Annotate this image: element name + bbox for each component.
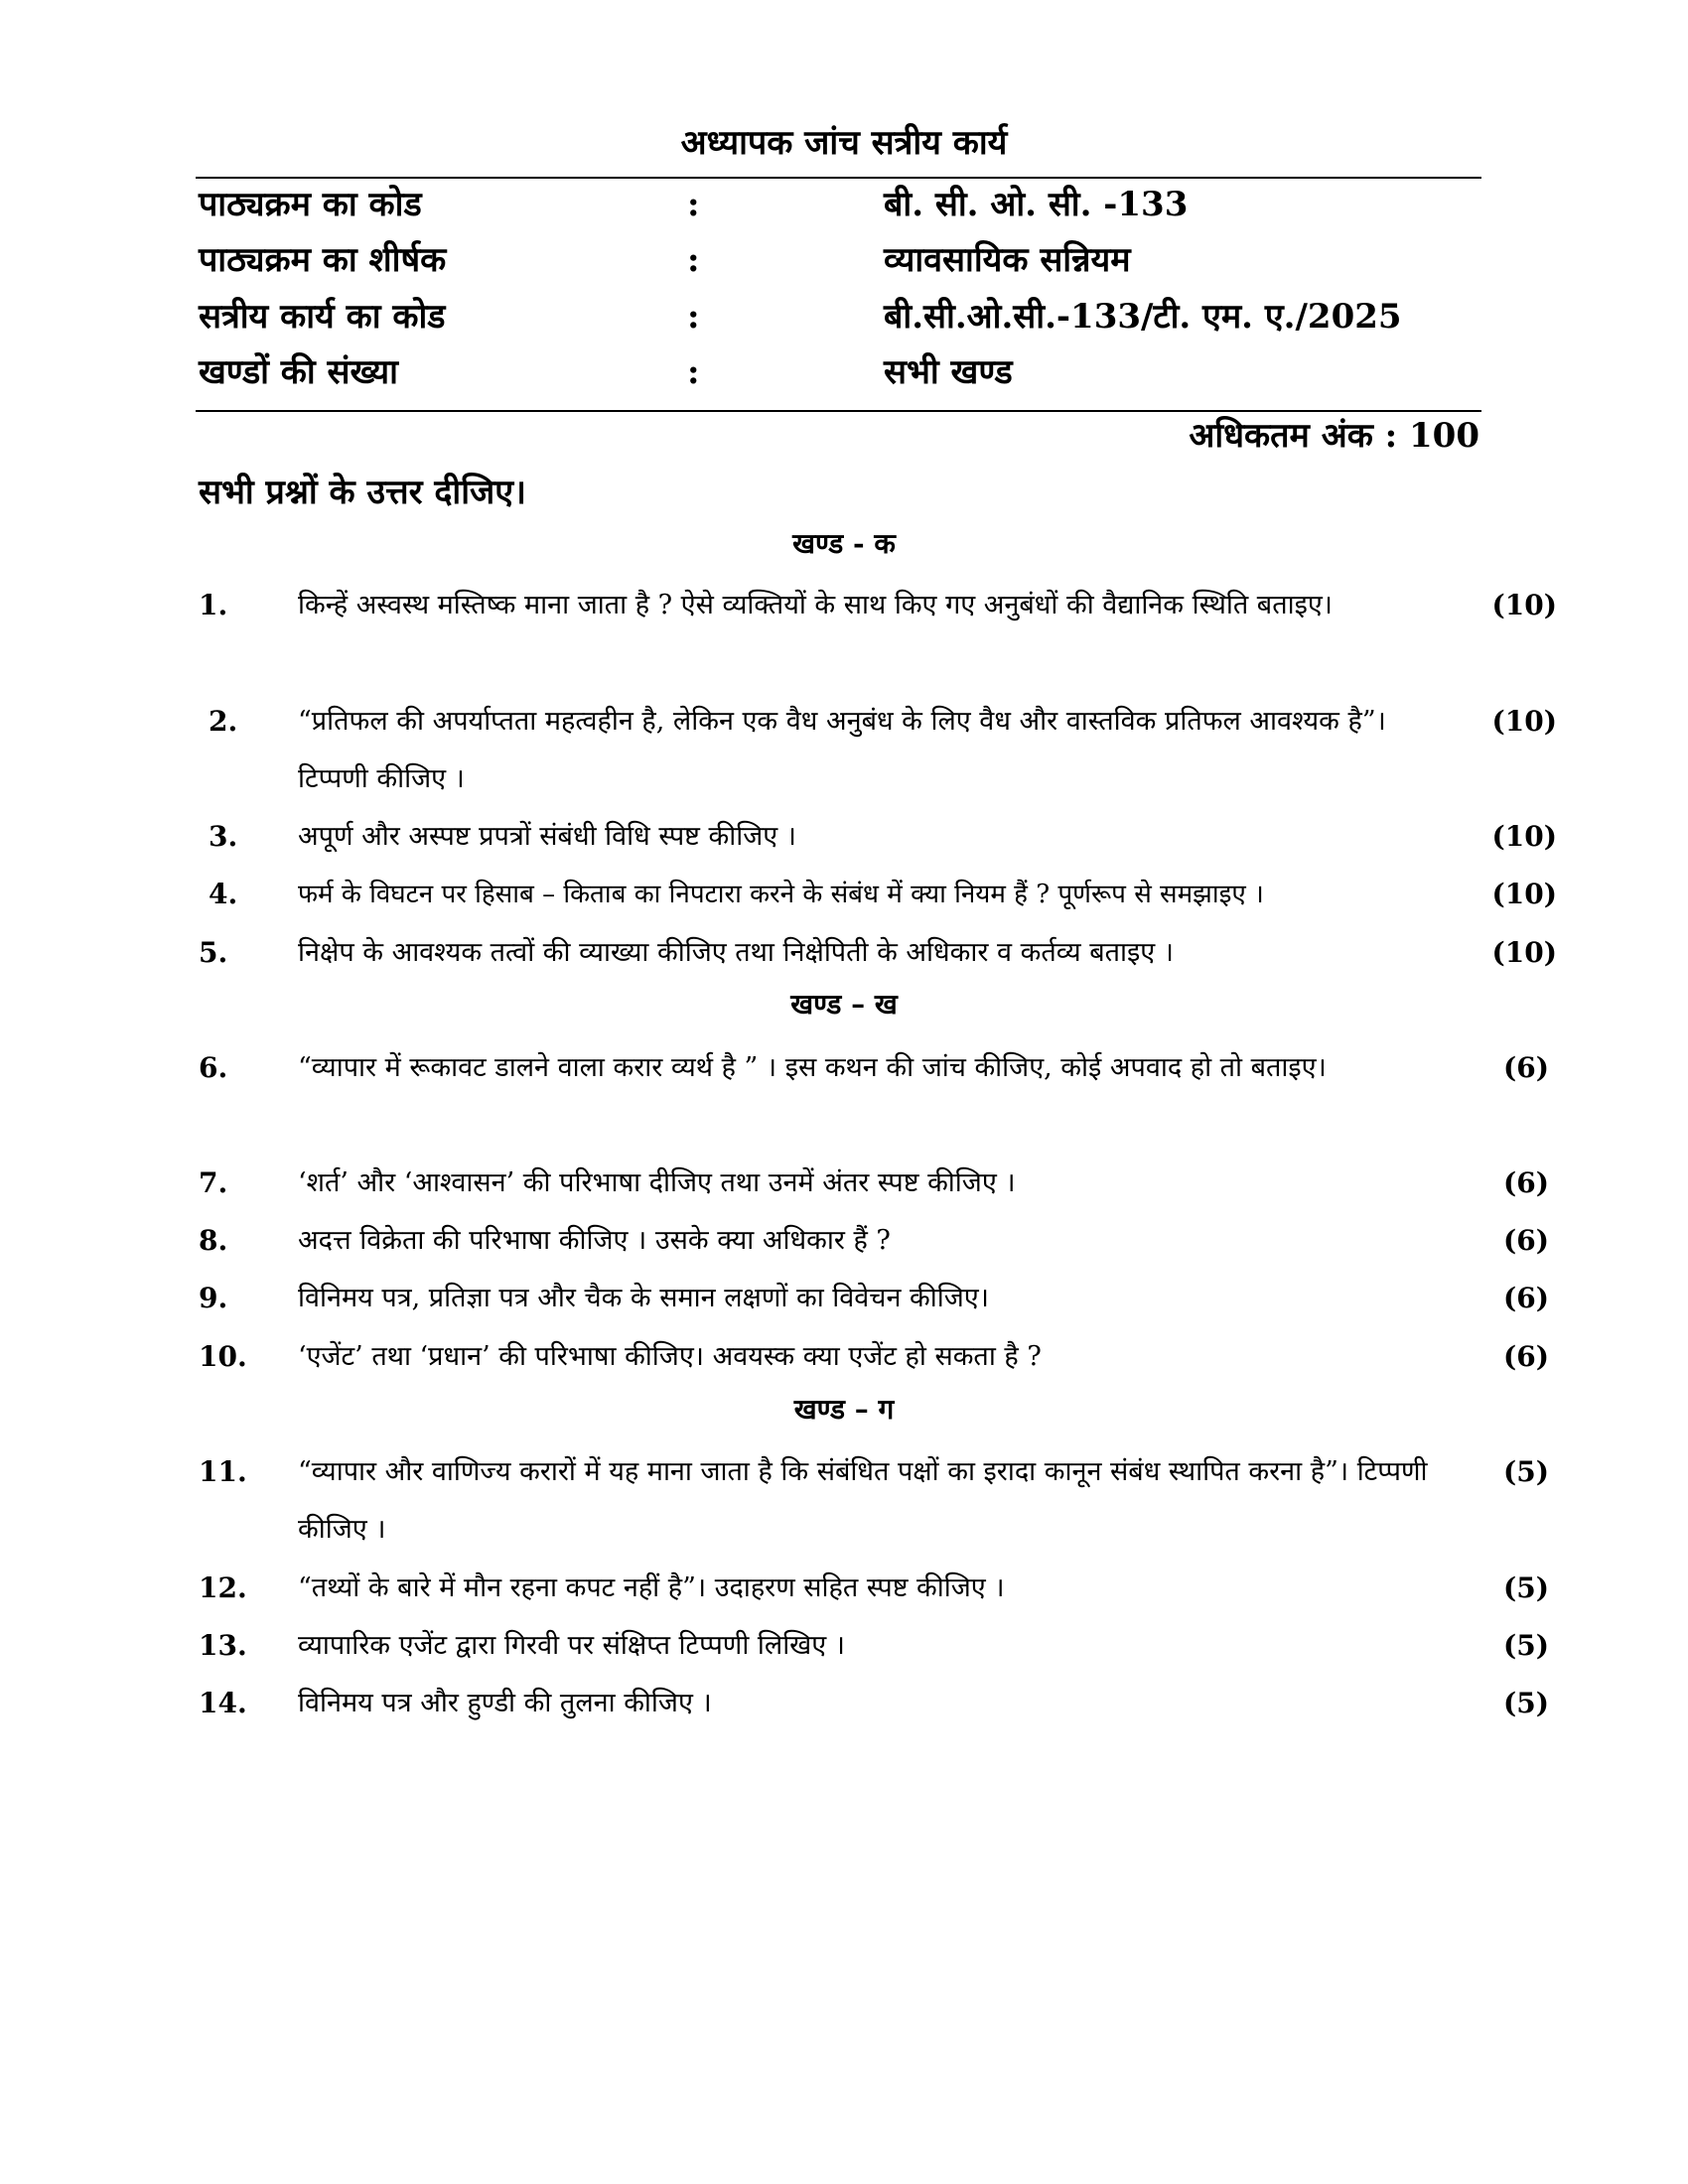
question-number: 3. [209, 820, 238, 853]
question-number: 1. [199, 589, 228, 621]
question-marks: (5) [1503, 1455, 1549, 1488]
info-label: पाठ्यक्रम का कोड [199, 185, 422, 224]
question-marks: (10) [1491, 705, 1557, 738]
question-number: 9. [199, 1282, 228, 1314]
question-text: “व्यापार और वाणिज्य करारों में यह माना जाता है कि संबंधित पक्षों का इरादा कानून संबंध स्थापित करना है”। टिप्पणी कीजिए । [298, 1456, 1428, 1545]
question-marks: (10) [1491, 820, 1557, 853]
info-value: व्यावसायिक सन्नियम [884, 240, 1131, 280]
question-number: 2. [209, 705, 238, 738]
question-number: 4. [209, 878, 238, 910]
info-label: सत्रीय कार्य का कोड [199, 297, 446, 337]
question-text: ‘एजेंट’ तथा ‘प्रधान’ की परिभाषा कीजिए। अवयस्क क्या एजेंट हो सकता है ? [298, 1341, 1042, 1372]
question-marks: (6) [1503, 1282, 1549, 1314]
question-marks: (10) [1491, 936, 1557, 969]
info-colon: : [687, 185, 700, 224]
info-value: सभी खण्ड [884, 352, 1013, 392]
section-heading-b: खण्ड – ख [790, 988, 898, 1021]
question-marks: (6) [1503, 1224, 1549, 1257]
question-text: “व्यापार में रूकावट डालने वाला करार व्यर्थ है ” । इस कथन की जांच कीजिए, कोई अपवाद हो तो बताइए। [298, 1052, 1327, 1083]
question-marks: (5) [1503, 1687, 1549, 1719]
info-colon: : [687, 240, 700, 280]
question-number: 11. [199, 1455, 247, 1488]
question-text: निक्षेप के आवश्यक तत्वों की व्याख्या कीजिए तथा निक्षेपिती के अधिकार व कर्तव्य बताइए । [298, 937, 1175, 968]
question-text: व्यापारिक एजेंट द्वारा गिरवी पर संक्षिप्त टिप्पणी लिखिए । [298, 1630, 846, 1661]
question-number: 14. [199, 1687, 247, 1719]
section-heading-c: खण्ड – ग [793, 1393, 895, 1426]
info-value: बी. सी. ओ. सी. -133 [884, 185, 1189, 224]
info-colon: : [687, 297, 700, 337]
question-number: 8. [199, 1224, 228, 1257]
question-text: किन्हें अस्वस्थ मस्तिष्क माना जाता है ? ऐसे व्यक्तियों के साथ किए गए अनुबंधों की वैद्यानिक स्थिति बताइए। [298, 590, 1334, 620]
info-row-assignment-code [0, 289, 1688, 344]
question-marks: (5) [1503, 1629, 1549, 1662]
question-marks: (6) [1503, 1340, 1549, 1373]
info-label: खण्डों की संख्या [199, 352, 398, 392]
question-text: अपूर्ण और अस्पष्ट प्रपत्रों संबंधी विधि स्पष्ट कीजिए । [298, 821, 797, 852]
info-row-blocks [0, 344, 1688, 400]
question-text: “तथ्यों के बारे में मौन रहना कपट नहीं है”। उदाहरण सहित स्पष्ट कीजिए । [298, 1572, 1005, 1603]
info-row-course-title [0, 232, 1688, 288]
info-row-course-code [0, 177, 1688, 232]
page-title: अध्यापक जांच सत्रीय कार्य [680, 123, 1008, 163]
question-text: “प्रतिफल की अपर्याप्तता महत्वहीन है, लेकिन एक वैध अनुबंध के लिए वैध और वास्तविक प्रतिफल आवश्यक है”। टिप्पणी कीजिए । [298, 706, 1386, 794]
question-marks: (6) [1503, 1166, 1549, 1199]
question-text: ‘शर्त’ और ‘आश्वासन’ की परिभाषा दीजिए तथा उनमें अंतर स्पष्ट कीजिए । [298, 1167, 1016, 1198]
question-number: 10. [199, 1340, 247, 1373]
question-marks: (5) [1503, 1571, 1549, 1604]
question-marks: (6) [1503, 1051, 1549, 1084]
question-number: 13. [199, 1629, 247, 1662]
question-number: 6. [199, 1051, 228, 1084]
question-text: विनिमय पत्र और हुण्डी की तुलना कीजिए । [298, 1688, 712, 1718]
info-colon: : [687, 352, 700, 392]
question-marks: (10) [1491, 589, 1557, 621]
question-text: अदत्त विक्रेता की परिभाषा कीजिए । उसके क्या अधिकार हैं ? [298, 1225, 891, 1256]
question-number: 7. [199, 1166, 228, 1199]
question-number: 5. [199, 936, 228, 969]
info-value: बी.सी.ओ.सी.-133/टी. एम. ए./2025 [884, 297, 1402, 337]
info-label: पाठ्यक्रम का शीर्षक [199, 240, 447, 280]
question-text: फर्म के विघटन पर हिसाब – किताब का निपटारा करने के संबंध में क्या नियम हैं ? पूर्णरूप से समझाइए । [298, 880, 1264, 909]
instruction: सभी प्रश्नों के उत्तर दीजिए। [199, 473, 526, 512]
question-marks: (10) [1491, 878, 1557, 910]
question-text: विनिमय पत्र, प्रतिज्ञा पत्र और चैक के समान लक्षणों का विवेचन कीजिए। [298, 1283, 989, 1313]
max-marks: अधिकतम अंक : 100 [1189, 416, 1479, 456]
question-number: 12. [199, 1571, 247, 1604]
section-heading-a: खण्ड - क [792, 527, 896, 560]
